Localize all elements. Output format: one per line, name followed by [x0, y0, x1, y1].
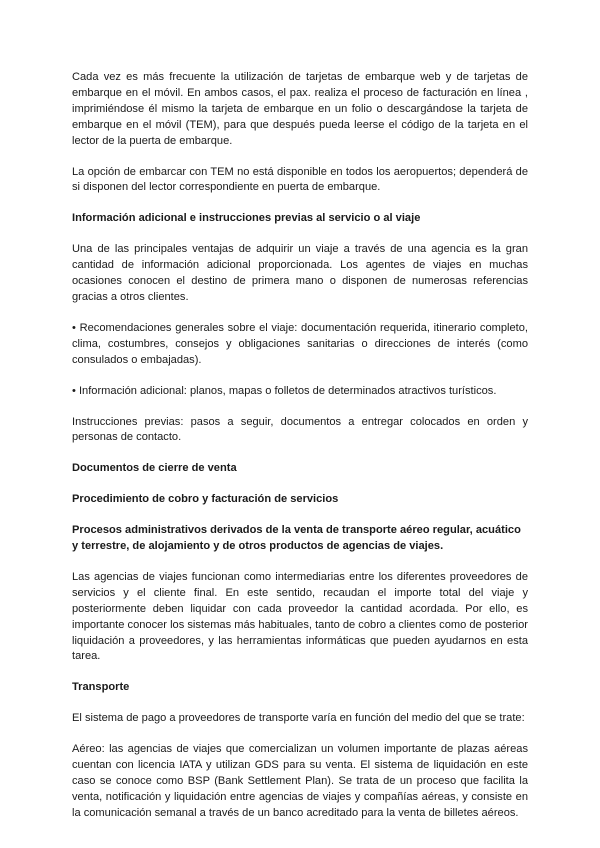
- paragraph-payment-system: El sistema de pago a proveedores de transporte varía en función del medio del que se trate:: [72, 712, 525, 725]
- heading-transport: Transporte: [72, 681, 130, 694]
- heading-payment-procedure: Procedimiento de cobro y facturación de servicios: [72, 493, 339, 506]
- paragraph-intermediaries: Las agencias de viajes funcionan como intermediarias entre los diferentes proveedores de servicios y el cliente final. En este sentido, recaudan el importe total del viaje y posteriormente deben liquidar con cada proveedor la cantidad acordada. Por ello, es importante conocer los sistemas más habituales, tanto de cobro a clientes como de posterior liquidación a proveedores, y las herramientas informáticas que pueden ayudarnos en esta tarea.: [72, 570, 528, 663]
- paragraph-air-bsp: Aéreo: las agencias de viajes que comercializan un volumen importante de plazas aéreas cuentan con licencia IATA y utilizan GDS para su venta. El sistema de liquidación en este caso se conoce como BSP (Bank Settlement Plan). Se trata de un proceso que facilita la venta, notificación y liquidación entre agencias de viajes y compañías aéreas, y consiste en la comunicación semanal a través de un banco acreditado para la venta de billetes aéreos.: [72, 743, 528, 819]
- bullet-general-recommendations: • Recomendaciones generales sobre el viaje: documentación requerida, itinerario completo, clima, costumbres, consejos y obligaciones sanitarias o direcciones de interés (como consulados o embajadas).: [72, 321, 528, 366]
- paragraph-previous-instructions: Instrucciones previas: pasos a seguir, documentos a entregar colocados en orden y personas de contacto.: [72, 415, 528, 444]
- heading-additional-info: Información adicional e instrucciones previas al servicio o al viaje: [72, 212, 421, 225]
- heading-closing-documents: Documentos de cierre de venta: [72, 462, 237, 475]
- paragraph-agency-advantages: Una de las principales ventajas de adquirir un viaje a través de una agencia es la gran cantidad de información adicional proporcionada. Los agentes de viajes en muchas ocasiones conocen el destino de primera mano o disponen de numerosas referencias gracias a otros clientes.: [72, 243, 528, 303]
- bullet-additional-info: • Información adicional: planos, mapas o folletos de determinados atractivos turísticos.: [72, 384, 497, 397]
- heading-administrative-processes: Procesos administrativos derivados de la venta de transporte aéreo regular, acuático y terrestre, de alojamiento y de otros productos de agencias de viajes.: [72, 524, 521, 553]
- paragraph-boarding-cards: Cada vez es más frecuente la utilización de tarjetas de embarque web y de tarjetas de embarque en el móvil. En ambos casos, el pax. realiza el proceso de facturación en línea , imprimiéndose él mismo la tarjeta de embarque en un folio o descargándose la tarjeta de embarque en el móvil (TEM), para que después pueda leerse el código de la tarjeta en el lector de la puerta de embarque.: [72, 71, 528, 147]
- paragraph-tem-availability: La opción de embarcar con TEM no está disponible en todos los aeropuertos; dependerá de si disponen del lector correspondiente en puerta de embarque.: [72, 165, 528, 194]
